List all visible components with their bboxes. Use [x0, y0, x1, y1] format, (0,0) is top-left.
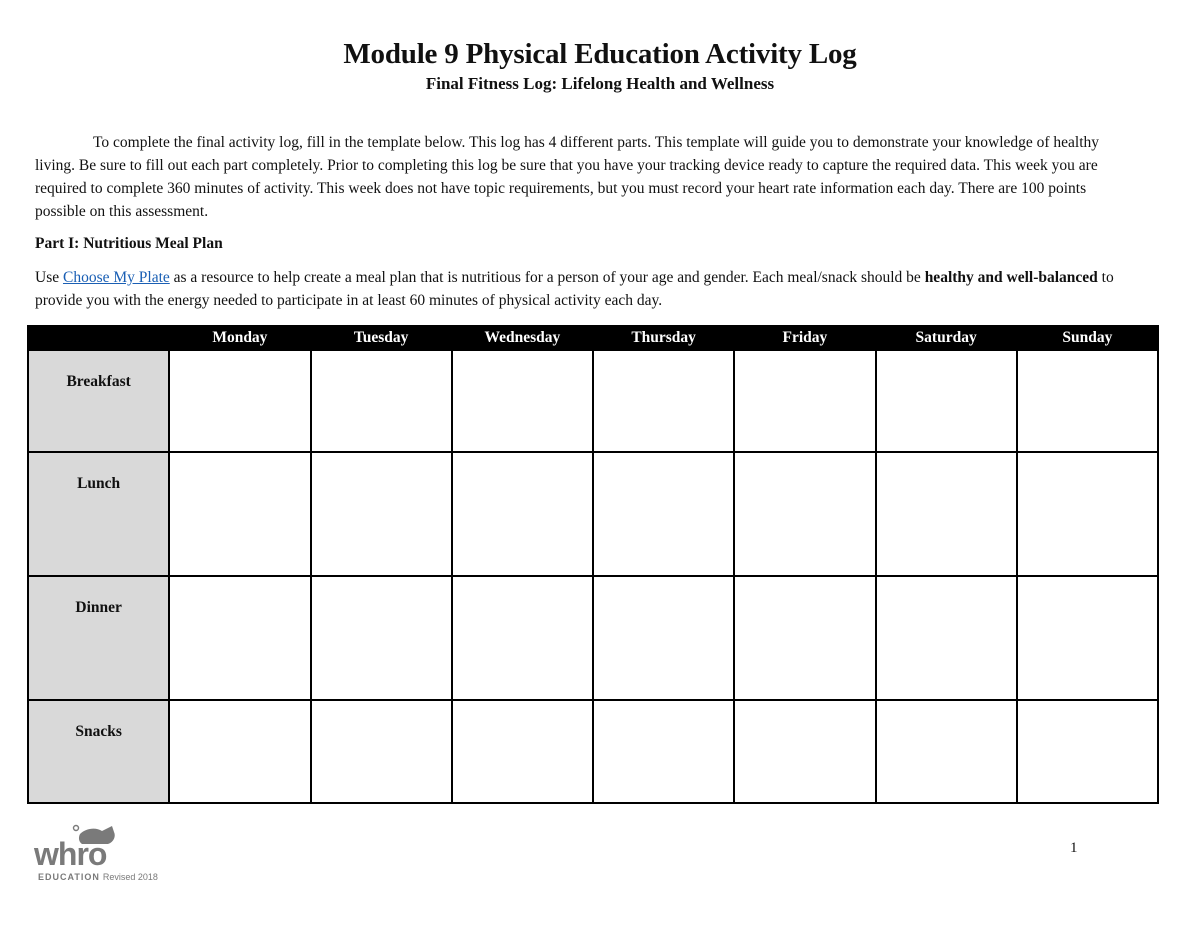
table-row-dinner — [28, 576, 1158, 700]
intro-paragraph: To complete the final activity log, fill in the template below. This log has 4 different parts. This template will guide you to demonstrate your knowledge of healthy living. Be sure to fill out each part completely. Prior to completing this log be sure that you have your tracking device ready to capture the required data. This week you are required to complete 360 minutes of activity. This week does not have topic requirements, but you must record your heart rate information each day. There are 100 points possible on this assessment. — [35, 134, 1100, 220]
table-cell-snacks-tuesday[interactable] — [311, 700, 452, 803]
header-day-sunday: Sunday — [1017, 326, 1158, 350]
page-subtitle: Final Fitness Log: Lifelong Health and Wellness — [425, 74, 775, 93]
table-cell-breakfast-sunday[interactable] — [1017, 350, 1158, 452]
part-1-instructions — [35, 266, 1150, 312]
logo-education-text: EDUCATION — [38, 872, 100, 882]
table-cell-lunch-tuesday[interactable] — [311, 452, 452, 576]
table-cell-lunch-wednesday[interactable] — [452, 452, 593, 576]
table-cell-dinner-monday[interactable] — [169, 576, 310, 700]
page-title: Module 9 Physical Education Activity Log — [343, 38, 857, 70]
table-cell-snacks-saturday[interactable] — [876, 700, 1017, 803]
table-cell-breakfast-friday[interactable] — [734, 350, 875, 452]
table-cell-snacks-friday[interactable] — [734, 700, 875, 803]
row-label-snacks — [28, 700, 169, 803]
row-label-text: Dinner — [75, 599, 122, 616]
header-day-friday: Friday — [734, 326, 875, 350]
table-cell-lunch-thursday[interactable] — [593, 452, 734, 576]
logo-wordmark: whro — [34, 836, 107, 872]
table-header-row — [28, 326, 1158, 350]
choose-my-plate-link[interactable]: Choose My Plate — [62, 269, 170, 286]
table-cell-lunch-monday[interactable] — [169, 452, 310, 576]
header-day-wednesday: Wednesday — [452, 326, 593, 350]
logo-tagline — [38, 872, 158, 882]
table-cell-lunch-saturday[interactable] — [876, 452, 1017, 576]
instructions-text-end: to provide you with the energy needed to participate in at least 60 minutes of physical activity each day. — [35, 269, 1114, 309]
header-day-thursday: Thursday — [593, 326, 734, 350]
part-1-heading: Part I: Nutritious Meal Plan — [35, 235, 223, 252]
header-corner — [28, 326, 169, 350]
table-cell-lunch-sunday[interactable] — [1017, 452, 1158, 576]
table-cell-dinner-saturday[interactable] — [876, 576, 1017, 700]
table-cell-breakfast-monday[interactable] — [169, 350, 310, 452]
table-cell-dinner-thursday[interactable] — [593, 576, 734, 700]
instructions-emphasis: healthy and well-balanced — [924, 269, 1098, 286]
table-cell-dinner-friday[interactable] — [734, 576, 875, 700]
header-day-tuesday: Tuesday — [311, 326, 452, 350]
table-row-breakfast — [28, 350, 1158, 452]
row-label-text: Lunch — [77, 475, 121, 492]
instructions-text-mid: as a resource to help create a meal plan that is nutritious for a person of your age and gender. Each meal/snack should be — [169, 269, 925, 286]
table-cell-breakfast-thursday[interactable] — [593, 350, 734, 452]
table-cell-breakfast-tuesday[interactable] — [311, 350, 452, 452]
table-cell-breakfast-wednesday[interactable] — [452, 350, 593, 452]
table-cell-snacks-sunday[interactable] — [1017, 700, 1158, 803]
row-label-dinner — [28, 576, 169, 700]
table-cell-snacks-wednesday[interactable] — [452, 700, 593, 803]
row-label-lunch — [28, 452, 169, 576]
table-cell-dinner-sunday[interactable] — [1017, 576, 1158, 700]
page-number: 1 — [1070, 840, 1078, 856]
table-cell-breakfast-saturday[interactable] — [876, 350, 1017, 452]
header-day-monday: Monday — [169, 326, 310, 350]
table-row-snacks — [28, 700, 1158, 803]
meal-plan-table — [27, 325, 1159, 804]
table-row-lunch — [28, 452, 1158, 576]
table-cell-snacks-thursday[interactable] — [593, 700, 734, 803]
header-day-saturday: Saturday — [876, 326, 1017, 350]
table-cell-dinner-tuesday[interactable] — [311, 576, 452, 700]
table-cell-snacks-monday[interactable] — [169, 700, 310, 803]
logo-revised-text: Revised 2018 — [102, 872, 158, 882]
row-label-text: Snacks — [75, 723, 122, 740]
row-label-text: Breakfast — [66, 373, 131, 390]
whro-logo — [34, 822, 184, 886]
table-cell-lunch-friday[interactable] — [734, 452, 875, 576]
table-cell-dinner-wednesday[interactable] — [452, 576, 593, 700]
instructions-text-start: Use — [35, 269, 63, 286]
row-label-breakfast — [28, 350, 169, 452]
